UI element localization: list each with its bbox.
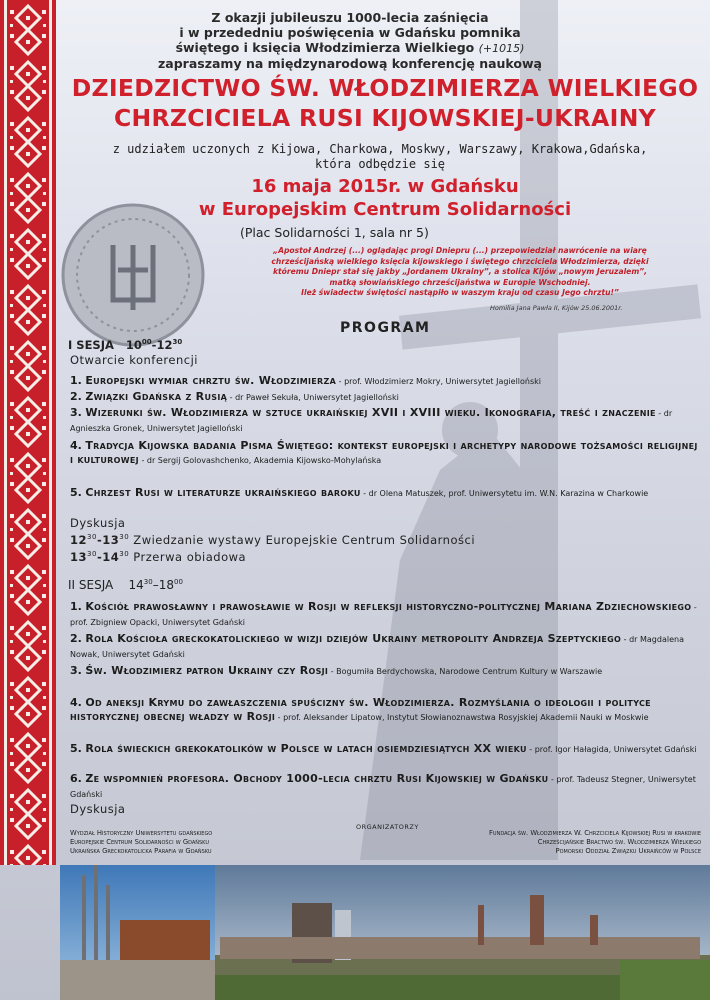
session-1-label: I SESJA (68, 338, 114, 352)
quote-line-1: „Apostoł Andrzej (...) oglądając progi Dniepru (...) przepowiedział nawrócenie na wiarę (273, 246, 647, 255)
break-2-m1: 30 (87, 550, 97, 559)
talk-speaker: - dr Olena Matuszek, prof. Uniwersytetu im. W.N. Karazina w Charkowie (360, 489, 649, 498)
organizer: Wydział Historyczny Uniwersytetu gdańskiego (70, 829, 213, 837)
talk-title: Związki Gdańska z Rusią (85, 390, 228, 403)
session-1-talk (70, 486, 702, 501)
talk-title: Wizerunki św. Włodzimierza w sztuce ukraińskiej XVII i XVIII wieku. Ikonografia, treść i znaczenie (85, 406, 656, 419)
break-1: $12^{30}-13^{30}$ Zwiedzanie wystawy Europejskie Centrum Solidarności (70, 533, 476, 547)
session-2-start-min: 30 (143, 578, 153, 586)
quote-line-4: matką słowiańskiego chrześcijaństwa w Europie Wschodniej. (329, 277, 591, 287)
event-date: 16 maja 2015r. w Gdańsku (251, 176, 519, 197)
session-2-talk (70, 742, 702, 757)
guests-line-2: która odbędzie się (314, 157, 446, 171)
session-1-dash: - (151, 338, 157, 352)
opening-text: Otwarcie konferencji (70, 353, 198, 367)
session-1-end-hour: 12 (156, 338, 173, 352)
program-heading: PROGRAM (340, 320, 431, 336)
break-2: $13^{30}-14^{30}$ Przerwa obiadowa (70, 550, 247, 564)
session-1-start-hour: 10 (125, 338, 142, 352)
talk-speaker: - prof. Tadeusz Stegner, Uniwersytet Gdański (70, 775, 696, 799)
session-1-end-min: 30 (172, 338, 183, 347)
talk-number: 5. (70, 742, 82, 755)
session-2-end-hour: 18 (158, 578, 174, 592)
talk-title: Rola Kościoła greckokatolickiego w wizji dziejów Ukrainy metropolity Andrzeja Szeptyckiego (85, 632, 622, 645)
organizer: Europejskie Centrum Solidarności w Gdańsku (70, 838, 209, 846)
quote-source: Homilia Jana Pawła II, Kijów 25.06.2001r. (490, 304, 623, 312)
session-2-discussion: Dyskusja (70, 802, 126, 816)
organizers-heading: ORGANIZATORZY (356, 823, 419, 831)
intro-line-2: i w przededniu poświęcenia w Gdańsku pomnika (179, 25, 521, 40)
event-venue: w Europejskim Centrum Solidarności (198, 199, 572, 220)
silver-coin-image (58, 200, 208, 350)
session-1-talk (70, 390, 702, 405)
break-2-m2: 30 (119, 550, 130, 559)
conference-title-line-1: DZIEDZICTWO ŚW. WŁODZIMIERZA WIELKIEGO (71, 74, 699, 102)
talk-title: Ze wspomnień profesora. Obchody 1000-lecia chrztu Rusi Kijowskiej w Gdańsku (85, 772, 549, 785)
talk-title: Od aneksji Krymu do zawłaszczenia spuścizny św. Włodzimierza. Rozmyślania o ideologii i polityce historycznej obecnej władzy w Rosji (70, 696, 651, 723)
organizer: Pomorski Oddział Związku Ukraińców w Polsce (555, 847, 701, 855)
quote-line-2: chrześcijańską wielkiego księcia kijowskiego i świętego chrzciciela Włodzimierza, dzięki (271, 256, 649, 266)
embroidery-border (0, 0, 56, 865)
session-2-talk (70, 600, 702, 630)
talk-number: 4. (70, 696, 82, 709)
papal-quote (220, 246, 700, 299)
session-2-talk (70, 696, 702, 725)
break-1-m2: 30 (119, 533, 130, 542)
intro-text (100, 10, 600, 71)
break-2-text: Przerwa obiadowa (129, 550, 247, 564)
talk-number: 3. (70, 406, 82, 419)
talk-speaker: - prof. Aleksander Lipatow, Instytut Słowianoznawstwa Rosyjskiej Akademii Nauki w Moskwie (275, 713, 649, 722)
intro-line-3-note: (+1015) (478, 42, 525, 55)
guests-line-1: z udziałem uczonych z Kijowa, Charkowa, Moskwy, Warszawy, Krakowa,Gdańska, (112, 142, 648, 156)
break-1-h1: 12 (70, 533, 88, 547)
talk-title: Tradycja Kijowska badania Pisma Świętego: kontekst europejski i archetypy narodowe tożsamości religijnej i kulturowej (70, 439, 698, 466)
talk-title: Kościół prawosławny i prawosławie w Rosji w refleksji historyczno-politycznej Mariana Zdziechowskiego (85, 600, 692, 613)
session-2-dash: – (152, 578, 159, 592)
guests-text (100, 142, 660, 172)
talk-speaker: - dr Sergij Golovashchenko, Akademia Kijowsko-Mohylańska (138, 456, 382, 465)
intro-line-4: zapraszamy na międzynarodową konferencję naukową (158, 56, 542, 71)
talk-number: 5. (70, 486, 82, 499)
session-2-talk (70, 664, 702, 679)
session-2-label: II SESJA (68, 578, 114, 592)
quote-line-3: któremu Dniepr stał się jakby „Jordanem Ukrainy”, a stolica Kijów „nowym Jeruzalem”, (272, 267, 648, 276)
intro-line-3 (100, 40, 600, 56)
session-1-start-min: 00 (141, 338, 152, 347)
session-1-talk (70, 406, 702, 436)
organizer: Ukraińska Greckokatolicka Parafia w Gdańsku (70, 847, 212, 855)
session-1-discussion: Dyskusja (70, 516, 126, 530)
session-2-header (68, 578, 183, 592)
break-1-h2: 13 (102, 533, 120, 547)
talk-speaker: - dr Magdalena Nowak, Uniwersytet Gdański (70, 635, 684, 659)
session-1-header (68, 338, 182, 352)
organizers-left (70, 829, 330, 856)
talk-number: 2. (70, 632, 82, 645)
session-1-talk (70, 439, 702, 468)
session-2-start-hour: 14 (128, 578, 144, 592)
talk-speaker: - dr Paweł Sekuła, Uniwersytet Jagielloński (227, 393, 399, 402)
talk-number: 1. (70, 600, 82, 613)
talk-speaker: - Bogumiła Berdychowska, Narodowe Centrum Kultury w Warszawie (328, 667, 603, 676)
gdansk-panorama-photos (60, 865, 710, 1000)
talk-title: Chrzest Rusi w literaturze ukraińskiego baroku (85, 486, 361, 499)
organizers-right (366, 829, 701, 856)
session-2-end-min: 00 (174, 578, 183, 586)
break-1-text: Zwiedzanie wystawy Europejskie Centrum Solidarności (129, 533, 476, 547)
break-1-m1: 30 (87, 533, 97, 542)
quote-line-5: Ileż świadectw świętości nastąpiło w waszym kraju od czasu Jego chrztu!” (301, 288, 619, 297)
session-1-talk (70, 374, 702, 389)
talk-title: Rola świeckich grekokatolików w Polsce w latach osiemdziesiątych XX wieku (85, 742, 527, 755)
break-2-h2: 14 (102, 550, 120, 564)
talk-speaker: - prof. Zbigniew Opacki, Uniwersytet Gdański (70, 603, 697, 627)
session-2-talk (70, 632, 702, 662)
talk-title: Europejski wymiar chrztu św. Włodzimierza (85, 374, 337, 387)
break-2-h1: 13 (70, 550, 88, 564)
organizer: Fundacja św. Włodzimierza W. Chrzciciela Kijowskiej Rusi w krakowie (489, 829, 701, 837)
talk-speaker: - prof. Igor Hałagida, Uniwersytet Gdański (526, 745, 697, 754)
talk-number: 1. (70, 374, 82, 387)
intro-line-1: Z okazji jubileuszu 1000-lecia zaśnięcia (211, 10, 489, 25)
talk-speaker: - prof. Włodzimierz Mokry, Uniwersytet Jagielloński (336, 377, 542, 386)
event-address: (Plac Solidarności 1, sala nr 5) (240, 225, 429, 240)
organizer: Chrześcijańskie Bractwo św. Włodzimierza Wielkiego (537, 838, 701, 846)
intro-line-3-text: świętego i księcia Włodzimierza Wielkiego (175, 40, 475, 55)
talk-number: 4. (70, 439, 82, 452)
talk-number: 6. (70, 772, 82, 785)
session-2-talk (70, 772, 702, 802)
talk-title: Św. Włodzimierz patron Ukrainy czy Rosji (85, 664, 329, 677)
talk-number: 2. (70, 390, 82, 403)
talk-number: 3. (70, 664, 82, 677)
conference-title-line-2: CHRZCICIELA RUSI KIJOWSKIEJ-UKRAINY (114, 104, 656, 132)
talk-speaker: - dr Agnieszka Gronek, Uniwersytet Jagielloński (70, 409, 673, 433)
